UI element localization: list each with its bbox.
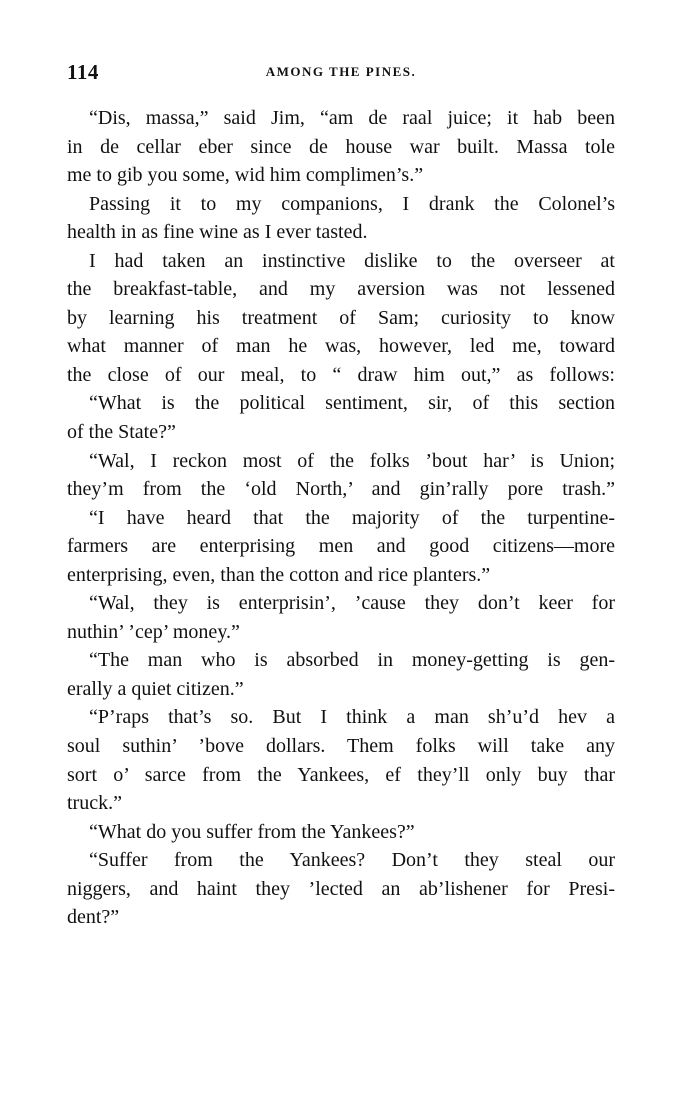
text-line: erally a quiet citizen.” xyxy=(67,677,244,700)
text-line: “Wal, I reckon most of the folks ’bout har’ is Union; xyxy=(89,449,615,472)
text-line: what manner of man he was, however, led me, toward xyxy=(67,335,615,358)
body-text xyxy=(67,104,615,932)
text-line: the breakfast-table, and my aversion was not lessened xyxy=(67,278,615,301)
text-line: I had taken an instinctive dislike to the overseer at xyxy=(89,249,615,272)
text-line: niggers, and haint they ’lected an ab’lishener for Presi- xyxy=(67,877,615,900)
text-line: by learning his treatment of Sam; curiosity to know xyxy=(67,306,615,329)
page-number: 114 xyxy=(67,60,99,84)
text-line: “The man who is absorbed in money-getting is gen- xyxy=(89,649,615,672)
text-line: nuthin’ ’cep’ money.” xyxy=(67,620,240,643)
text-line: of the State?” xyxy=(67,421,176,444)
page-header xyxy=(67,60,615,88)
text-line: “What is the political sentiment, sir, of this section xyxy=(89,392,615,415)
text-line: the close of our meal, to “ draw him out,” as follows: xyxy=(67,363,615,386)
text-line: Passing it to my companions, I drank the Colonel’s xyxy=(89,192,615,215)
running-head: AMONG THE PINES. xyxy=(265,64,417,79)
text-line: “I have heard that the majority of the turpentine- xyxy=(89,506,615,529)
text-line: me to gib you some, wid him complimen’s.” xyxy=(67,164,424,187)
text-line: “Wal, they is enterprisin’, ’cause they don’t keer for xyxy=(89,592,615,615)
text-line: dent?” xyxy=(67,906,120,929)
text-line: truck.” xyxy=(67,792,122,815)
text-line: “P’raps that’s so. But I think a man sh’u’d hev a xyxy=(89,706,615,729)
text-line: enterprising, even, than the cotton and rice planters.” xyxy=(67,563,491,586)
text-line: they’m from the ‘old North,’ and gin’rally pore trash.” xyxy=(67,478,615,501)
text-line: “Suffer from the Yankees? Don’t they steal our xyxy=(89,849,615,872)
text-line: health in as fine wine as I ever tasted. xyxy=(67,221,368,244)
text-line: soul suthin’ ’bove dollars. Them folks will take any xyxy=(67,735,615,758)
text-line: in de cellar eber since de house war built. Massa tole xyxy=(67,135,615,158)
text-line: farmers are enterprising men and good citizens—more xyxy=(67,535,615,558)
text-line: sort o’ sarce from the Yankees, ef they’ll only buy thar xyxy=(67,763,615,786)
text-line: “Dis, massa,” said Jim, “am de raal juice; it hab been xyxy=(89,107,615,129)
text-line: “What do you suffer from the Yankees?” xyxy=(89,820,415,843)
